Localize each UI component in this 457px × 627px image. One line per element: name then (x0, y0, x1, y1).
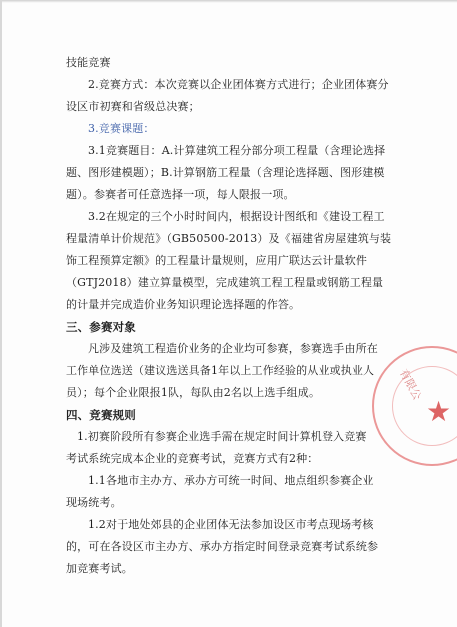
body-text-line: 1.2对于地处郊县的企业团体无法参加设区市考点现场考核 (88, 518, 374, 531)
seal-text: 有限公 (396, 366, 424, 403)
body-text-line: 饰工程预算定额》的工程量计量规则，应用广联达云计量软件 (66, 254, 368, 267)
body-text-line: 的计量并完成造价业务知识理论选择题的作答。 (66, 298, 301, 311)
page-top-edge (0, 0, 457, 3)
body-text-line: 加竞赛考试。 (66, 562, 133, 575)
body-text-line: 员）；每个企业限报1队，每队由2名以上选手组成。 (66, 386, 321, 399)
body-text-line: 题）。参赛者可任意选择一项，每人限报一项。 (66, 188, 295, 201)
body-text-line: 工作单位选送（建议选送具备1年以上工作经验的从业或执业人 (66, 364, 375, 377)
document-body (66, 52, 418, 580)
body-text-line: 的，可在各设区市主办方、承办方指定时间登录竞赛考试系统参 (66, 540, 379, 553)
body-text-line: 3.2在规定的三个小时时间内，根据设计图纸和《建设工程工 (88, 210, 385, 223)
body-text-line: （GTJ2018）建立算量模型，完成建筑工程工程量或钢筋工程量 (66, 276, 384, 289)
body-text-line: 1.1各地市主办方、承办方可统一时间、地点组织参赛企业 (88, 474, 374, 487)
body-text-line: 3.1竞赛题目：A.计算建筑工程分部分项工程量（含理论选择 (88, 144, 386, 157)
body-text-line: 3.竞赛课题： (88, 122, 155, 135)
body-text-line: 技能竞赛 (66, 56, 111, 69)
body-text-line: 2.竞赛方式：本次竞赛以企业团体赛方式进行；企业团体赛分 (88, 78, 389, 91)
body-text-line: 现场统考。 (66, 496, 122, 509)
body-text-line: 程量清单计价规范》（GB50500-2013）及《福建省房屋建筑与装 (66, 232, 392, 245)
star-icon: ★ (426, 395, 452, 428)
body-text-line: 考试系统完成本企业的竞赛考试，竞赛方式有2种： (66, 452, 319, 465)
body-text-line: 题、图形建模题）；B.计算钢筋工程量（含理论选择题、图形建模 (66, 166, 385, 179)
body-text-line: 1.初赛阶段所有参赛企业选手需在规定时间计算机登入竞赛 (77, 430, 367, 443)
section-heading: 四、竞赛规则 (66, 408, 136, 422)
page-left-edge (0, 0, 2, 627)
body-text-line: 凡涉及建筑工程造价业务的企业均可参赛，参赛选手由所在 (88, 342, 378, 355)
section-heading: 三、参赛对象 (66, 320, 136, 334)
body-text-line: 设区市初赛和省级总决赛； (66, 100, 200, 113)
